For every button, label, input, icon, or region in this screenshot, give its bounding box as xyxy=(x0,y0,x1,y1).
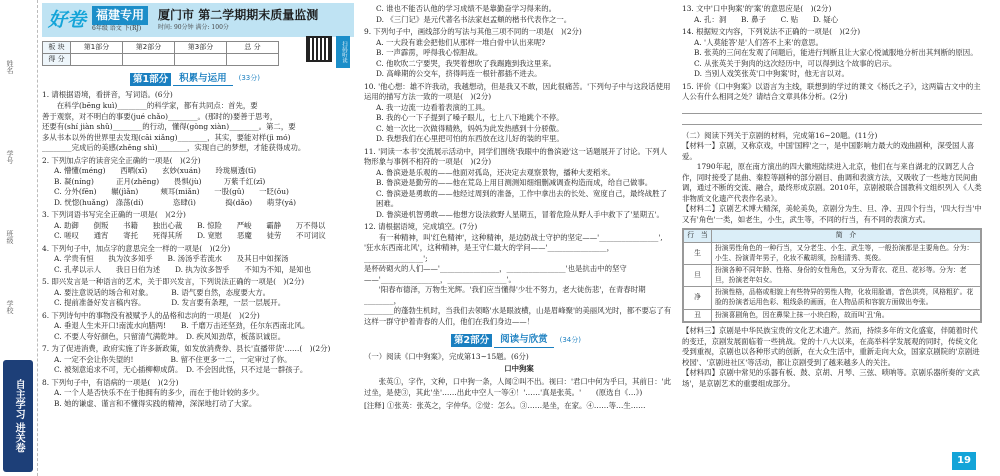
option-line: C. 分外(fēn) 辗(jìǎn) 颊耳(miǎn) 一股(gǔ) 一眨(ǒu) xyxy=(54,187,289,197)
class-label: 班级 xyxy=(5,230,14,244)
column-right xyxy=(682,0,982,476)
question-line: 8. 下列句子中，有语病的一项是( )(2分) xyxy=(42,377,179,387)
fill-line: ________的蓬勃生机时，当我们去领略'水是眼波横，山是眉峰聚'的美丽风光时，都不要忘了有这样一群守护着青春的人们，他们在我们身边——！ xyxy=(364,306,672,326)
option-line: D. 当别人戏笑张英'口中狗案'时，他无言以对。 xyxy=(694,69,849,79)
school-label: 学校 xyxy=(5,300,14,314)
part1-title: 积累与运用 xyxy=(173,72,233,86)
score-row-label: 得 分 xyxy=(43,54,71,66)
option-line: D. 鲁滨逊机智勇敢——他想方设法救野人星期五，冒着危险从野人手中救下了'星期五'。 xyxy=(376,209,664,219)
grade-label: 6年级 语文 下(RJ) xyxy=(92,25,142,33)
score-table xyxy=(42,41,279,66)
part2-points: (34分) xyxy=(559,335,581,344)
option-line: C. 被刻意追求不可，无心插柳柳成荫。 D. 不会因此怪，只不过是一群孩子。 xyxy=(54,365,308,375)
roles-table xyxy=(683,229,981,322)
question-line: 还要有(shí jiàn shǔ)________的行动，懂得(gòng xiàn)________。第二，要 xyxy=(42,122,296,132)
role-name: 净 xyxy=(684,287,712,309)
part1-points: (33分) xyxy=(238,74,260,83)
roles-header: 行 当 xyxy=(684,230,712,243)
option-line: C. 嗟叹 通宵 寄托 死得其所 D. 宽慰 恶魔 徒劳 不可词议 xyxy=(54,231,326,241)
fill-line: 有一种精神，叫'红色精神'，这种精神，是边防战士守护的坚定——'________________', xyxy=(364,232,663,242)
option-line: A. 助御 倒叛 书籍 独出心裁 B. 惊险 严峻 霸静 万不得以 xyxy=(54,220,326,230)
question-line: 14. 根据短文内容，下列说法不正确的一项是( )(2分) xyxy=(682,27,861,37)
question-line: 11. '同读一本书'交流展示活动中，同学们围绕'我眼中的鲁滨逊'这一话题展开了讨论。下列人物形象与事例不相符的一项是( )(2分) xyxy=(364,146,668,167)
qr-tag: 扫码听读 xyxy=(336,36,350,68)
score-header: 第3部分 xyxy=(175,42,227,54)
reading2-intro: （二）阅读下列关于京剧的材料，完成第16~20题。(11分) xyxy=(682,130,878,140)
question-line: 多从书本以外的世界里去发现(cāi xiǎng)________，其实，要能对样(jì mó) xyxy=(42,132,291,142)
option-line: B. 我的心一下子提到了嗓子眼儿，七上八下地跳个不停。 xyxy=(376,113,564,123)
reading1-text: 张英①，字作，文种，口中狗一条，人闻②叫不出。视曰：'君口中何为乎曰，其前日：'此过坐，是使③，其此'坐'……出此中空人一等④！'……'真是张英。' (原选自《…》) xyxy=(364,376,672,397)
column-left xyxy=(42,0,354,476)
question-line: ________完成后的美感(zhěng shì)________，实现自己的梦想，才能获得成功。 xyxy=(42,143,306,153)
material-4: 【材料四】京剧中常见的乐器有板、鼓、京胡、月琴、三弦、唢呐等。京剧乐器所奏的'文武场'，是京剧艺术的重要组成部分。 xyxy=(682,368,980,388)
option-line: C. 鲁滨逊是勇敢的——他经过周到的准备，工作中拿出去的长处、宽度自己，最终战胜了困难。 xyxy=(376,188,667,209)
option-line: D. 《三门记》是元代著名书法家赵孟頫的楷书代表作之一。 xyxy=(376,14,572,24)
option-line: A. 懵懂(méng) 西晒(xī) 玄妙(xuán) 玲珑剔透(tī) xyxy=(54,166,257,176)
material-1b: 1790年起，原在南方演出的四大徽班陆续进入北京，他们在与来自湖北的汉调艺人合作，同时接受了昆曲、秦腔等剧种的部分剧目、曲调和表演方法，又吸收了一些地方民间曲调，通过不断的交流、融合，最终形成京剧。2010年，京剧被联合国教科文组织列入《人类非物质文化遗产代表作名录》。 xyxy=(682,162,982,203)
role-desc: 扮演男性角色的一种行当，又分老生、小生、武生等，一般扮演都是主要角色。分为：小生、扮演青年男子，化妆不戴胡须，扮相清秀、英俊。 xyxy=(712,242,981,264)
option-line: A. 我一边流一边看着表演的工具。 xyxy=(376,102,490,112)
question-line: 6. 下列诗句中的事物没有被赋予人的品格和志向的一项是( )(2分) xyxy=(42,310,260,320)
material-1: 【材料一】京剧，又称京戏，中国'国粹'之一，是中国影响力最大的戏曲剧种，深受国人喜爱。 xyxy=(682,141,975,161)
score-header: 板 块 xyxy=(43,42,71,54)
material-3: 【材料三】京剧是中华民族宝贵的文化艺术遗产。然而，持续多年的文化盛宴，伴随着时代的变迁，京剧发展面临着一些挑战。党的十八大以来，在高举科学发展观的同时，传统文化受到重视，京剧也以各种形式的创新，在大众生活中，重新走向大众，国家京剧院的'京剧进校园'、'京剧进社区'等活动，都让京剧受到了越来越多人的关注。 xyxy=(682,326,980,367)
option-line: A. 要注意说话的场合和对象。 B. 语气要自然，态度要大方。 xyxy=(54,287,271,297)
role-desc: 扮演各种不同年龄、性格、身份的女性角色，又分为青衣、花旦、花衫等。分为：老旦，扮演老年妇女。 xyxy=(712,265,981,287)
title-block xyxy=(158,7,318,33)
option-line: A. 学贵有恒 执为汝多知乎 B. 汤汤乎若流水 及其日中如探汤 xyxy=(54,254,289,264)
exam-title: 厦门市 第二学期期末质量监测 xyxy=(158,8,319,23)
question-list xyxy=(364,4,674,327)
roles-header: 简 介 xyxy=(712,230,981,243)
part2-title: 阅读与欣赏 xyxy=(494,333,554,347)
option-line: C. 他吹吹二宁要哭，我哭着想吹了我踢跑到我这里来。 xyxy=(376,58,557,68)
page-number: 19 xyxy=(952,452,976,470)
id-label: 学号 xyxy=(5,150,14,164)
option-line: C. 她一次比一次做得精熟，妈妈为此发热感到十分骄傲。 xyxy=(376,123,564,133)
option-line: C. 不要人夸好颜色，只留清气满乾坤。 D. 疾风知劲草，板荡识诚臣。 xyxy=(54,331,286,341)
exam-time: 时间: 90分钟 满分: 100分 xyxy=(158,24,229,32)
option-line: B. 她的谦虚、谨言和不懂得实践的精神，深深地打动了大家。 xyxy=(54,398,257,408)
brand-label: 福建专用 xyxy=(92,6,148,25)
name-label: 姓名 xyxy=(5,60,14,74)
option-line: A. 孔：洞 B. 鼻子 C. 贴 D. 疑心 xyxy=(694,14,839,24)
brand xyxy=(92,6,148,34)
question-list xyxy=(682,4,982,125)
fill-line: '阳春布德泽，万物生光辉。'我们应当懂得'少壮不努力，老大徒伤悲'，在青春时期________， xyxy=(364,285,646,305)
qr-code-icon[interactable] xyxy=(306,36,332,62)
question-line: 7. 为了促进消费，政府实施了许多新政策，如发放消费券、县长'直播带货'……( )(2分) xyxy=(42,344,331,354)
column-middle xyxy=(364,0,674,476)
option-line: A. '人莫能答'是'人们答不上来'的意思。 xyxy=(694,37,824,47)
part2-num: 第2部分 xyxy=(451,334,492,347)
option-line: A. 一个人是否快乐不在于他拥有的多少，而在于他计较的多少。 xyxy=(54,388,264,398)
score-cell[interactable] xyxy=(175,54,227,66)
option-line: C. 从张英关于狗肉的这次经历中，可以得到这个故事的启示。 xyxy=(694,58,897,68)
score-cell[interactable] xyxy=(227,54,279,66)
question-list xyxy=(42,90,354,409)
role-name: 旦 xyxy=(684,265,712,287)
option-line: A. 一大段有谁会把他们从那样一堆白骨中认出来呢? xyxy=(376,37,546,47)
score-header: 第2部分 xyxy=(123,42,175,54)
reading1-intro: （一）阅读《口中狗案》，完成第13~15题。(6分) xyxy=(364,351,529,361)
option-line: B. 一声霹雳，呼得我心惊胆战。 xyxy=(376,48,483,58)
question-line: 3. 下列词语书写完全正确的一项是( )(2分) xyxy=(42,210,186,220)
role-name: 生 xyxy=(684,242,712,264)
part1-num: 第1部分 xyxy=(130,73,171,86)
option-line: D. 我想我们在心里把可怕的东西放在这儿好的装的牢里。 xyxy=(376,134,564,144)
option-line: C. 提前准备好发言稿内容。 D. 发言要有条理，一层一层展开。 xyxy=(54,298,286,308)
binding-strip xyxy=(0,0,38,476)
question-line: 12. 请根据语境，完成填空。(7分) xyxy=(364,222,478,232)
option-line: D. 高峰期的公交车，挤得吗连一根针都插不进去。 xyxy=(376,69,542,79)
score-header: 总 分 xyxy=(227,42,279,54)
part2-heading xyxy=(364,333,674,347)
score-cell[interactable] xyxy=(123,54,175,66)
answer-line[interactable] xyxy=(682,105,982,114)
logo: 好卷 xyxy=(48,8,87,31)
role-name: 丑 xyxy=(684,309,712,322)
question-line: 善于观察，对不明白的事要(jué chǎo)________。(那时的)要善于思考， xyxy=(42,111,278,121)
material-2: 【材料二】京剧艺术博大精深，美轮美奂，京剧分为生、旦、净、丑四个行当，'四大行当'中又有'角色'一类，如老生，小生，武生等，不同的行当，有不同的表演方式。 xyxy=(682,204,982,224)
option-line: C. 谁也不能否认他的学习成绩不是靠勤奋学习得来的。 xyxy=(376,4,557,13)
option-line: A. 鲁滨逊是乐观的——他面对孤岛，还决定去观察景物，播种大麦稻米。 xyxy=(376,167,616,177)
fill-line: 是杯砖砌火的人们——'________________，________________'也是抗击中的坚守——'________________，________________'。 xyxy=(364,264,627,284)
question-line: 2. 下列加点字的读音完全正确的一项是( )(2分) xyxy=(42,155,201,165)
score-header: 第1部分 xyxy=(71,42,123,54)
fill-line: '狂水东西南北风'，这种精神，是王守仁最大的学问——'________________，________________'; xyxy=(364,243,614,263)
question-line: 9. 下列句子中，画线部分的写法与其他三项不同的一项是( )(2分) xyxy=(364,27,582,37)
option-line: B. 凝(níng) 正月(zhēng) 畏惧(jù) 万紫千红(zǐ) xyxy=(54,176,266,186)
question-line: 13. 文中'口中狗案'的'案'的意思应是( )(2分) xyxy=(682,4,832,13)
role-desc: 扮演性格，品格或相貌上有些特异的男性人物，化妆用脸谱，音色洪亮，风格粗犷。花脸的扮演者运用色彩、粗线条的画面，在人物品质和容貌方面做出夸张。 xyxy=(712,287,981,309)
part1-heading xyxy=(42,72,354,86)
role-desc: 扮演喜剧角色，因在鼻梁上抹一小块白粉，故而叫'丑'角。 xyxy=(712,309,981,322)
exam-header xyxy=(42,3,354,37)
question-line: 15. 评价《口中狗案》以语言为主线，联想到的学过的课文《杨氏之子》，这两篇古文中的主人公有什么相同之处？请结合文章具体分析。(2分) xyxy=(682,81,981,102)
series-badge: 自主学习 进关卷 xyxy=(3,360,33,472)
option-line: A. 一定不会让你失望的! B. 留不住更多一二，一定审过了你。 xyxy=(54,354,292,364)
option-line: C. 孔孝以示人 我日日伯为述 D. 执为汝多智乎 不知为不知，是知也 xyxy=(54,264,311,274)
question-line: 1. 请根据语境，看拼音，写词语。(6分) xyxy=(42,90,173,100)
question-line: 4. 下列句子中，加点字的意思完全一样的一项是( )(2分) xyxy=(42,243,231,253)
reading1-title: 口中狗案 xyxy=(504,364,534,374)
roles-table-box xyxy=(682,228,982,323)
option-line: D. 恍惚(huǎng) 涤荡(dí) 恣肆(ì) 捣(dǎo) 萌芽(yá) xyxy=(54,197,297,207)
question-line: 5. 即兴发言是一种语言的艺术，关于即兴发言，下列说法正确的一项是( )(2分) xyxy=(42,277,305,287)
option-line: B. 张英的三问在发观了问题后，能进行判断且让大家心悦诚服地分析出其判断的原因。 xyxy=(694,48,978,58)
option-line: B. 鲁滨逊是勤劳的——他在荒岛上用目测测知细细删减调查构造而成，给自己做事。 xyxy=(376,178,653,188)
question-line: 10. '他心想：雄不许我动，我越想动，但是我又不敢，因此很痛苦。'下列句子中与这段话使用运用的描写方法一致的一项是( )(2分) xyxy=(364,81,671,102)
score-cell[interactable] xyxy=(71,54,123,66)
reading1-notes: [注释] ①张英：张英之，字仲华。②觉：怎么。③……是坐，在家。④……等…生…… xyxy=(364,401,646,411)
question-line: 在科学(bēng kuì)________的科学家，都有共同点：首先，要 xyxy=(42,101,258,110)
answer-line[interactable] xyxy=(682,116,982,125)
option-line: A. 垂退人生未开口!南流水向腊两! B. 千磨万击还坚劲，任尔东西南北风。 xyxy=(54,321,310,331)
